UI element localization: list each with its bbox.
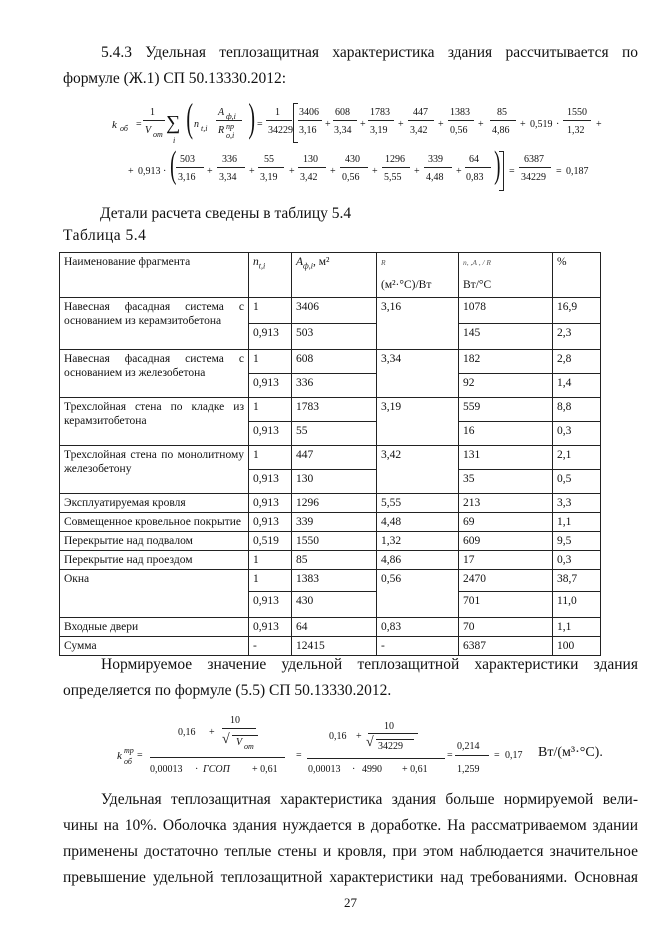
intro-line-1: 5.4.3 Удельная теплозащитная характеристика здания рассчитывается по [101,44,638,61]
cell-val: 92 [459,374,553,398]
f1-r1-d1: 3,34 [334,125,352,136]
cell-val: 6387 [459,637,553,656]
table-row [60,398,601,422]
cell-r: 3,42 [377,446,459,494]
cell-val: 35 [459,470,553,494]
intro-paragraph [63,40,638,92]
cell-val: 131 [459,446,553,470]
cell-pct: 16,9 [553,298,601,324]
f2-v-sub: от [244,742,254,751]
f2-plus-2: + [356,731,362,742]
f2-result: 0,17 [505,750,523,761]
f1-r1-d3: 3,42 [410,125,428,136]
cell-pct: 2,8 [553,350,601,374]
cell-a: 339 [292,513,377,532]
cell-n: 1 [249,446,292,470]
f2-plus-061: + 0,61 [252,764,278,775]
cell-val: 69 [459,513,553,532]
f1-r1-d2: 3,19 [370,125,388,136]
f2-d1: 0,00013 [150,764,183,775]
f1-r2-d4: 0,56 [342,172,360,183]
f2-n1: 0,16 [178,727,196,738]
f1-r-sup: пр [226,122,234,131]
table-row [60,551,601,570]
cell-val: 145 [459,324,553,350]
f1-coef-0913: 0,913 [138,166,161,177]
f1-1550-num: 1550 [567,107,587,118]
cell-a: 85 [292,551,377,570]
f1-eq-2: = [257,119,263,130]
f2-ten-b: 10 [384,721,394,732]
f1-r2-d6: 4,48 [426,172,444,183]
hdr-a: $A_{ф,i}$, м² [292,253,377,298]
cell-n: 1 [249,551,292,570]
f1-r-sub: о,i [226,131,235,140]
cell-n: 1 [249,298,292,324]
formula-5-5: k тр об = 10 0,16 + √ V от 0,00013 · ГСОП + 0,61 = 10 0,16 + √ 34229 0,00013 · 4990 + 0,61 = 0,214 1,259 = 0,17 Вт/(м³·°С). [117,715,603,775]
cell-a: 430 [292,592,377,618]
cell-val: 701 [459,592,553,618]
table-row [60,570,601,592]
hdr-ratio: n, ,A , / R Вт/°С [459,253,553,298]
cell-val: 213 [459,494,553,513]
f1-k-sub: об [120,124,128,133]
cell-r: 3,34 [377,350,459,398]
row-name: Входные двери [60,618,249,637]
cell-n: 0,913 [249,592,292,618]
f1-eq-1: = [136,119,142,130]
cell-r: 0,56 [377,570,459,618]
f1-res-num: 6387 [524,154,544,165]
f1-v: V [145,125,152,136]
cell-a: 12415 [292,637,377,656]
cell-pct: 3,3 [553,494,601,513]
row-name: Навесная фасадная система с основанием из керамзитобетона [60,298,249,350]
cell-pct: 2,1 [553,446,601,470]
page-number: 27 [344,895,357,910]
cell-pct: 1,4 [553,374,601,398]
cell-r: 4,48 [377,513,459,532]
f1-r2-n0: 503 [180,154,195,165]
f1-r2-d3: 3,42 [300,172,318,183]
f2-sqrt-val: 34229 [378,741,403,752]
f2-k-sub: об [124,757,132,766]
cell-val: 559 [459,398,553,422]
f2-dot-2: · [352,764,356,775]
f1-coef-0519: 0,519 [530,119,553,130]
cell-a: 1296 [292,494,377,513]
cell-n: 0,913 [249,513,292,532]
table-5-4 [59,252,601,656]
cell-a: 608 [292,350,377,374]
table-row [60,618,601,637]
cell-n: - [249,637,292,656]
cell-pct: 38,7 [553,570,601,592]
cell-pct: 0,3 [553,551,601,570]
f2-ten-a: 10 [230,715,240,726]
cell-a: 1550 [292,532,377,551]
cell-val: 609 [459,532,553,551]
cell-a: 447 [292,446,377,470]
norm-paragraph [63,652,638,704]
cell-r: 0,83 [377,618,459,637]
cell-r: 3,19 [377,398,459,446]
f2-plus-061b: + 0,61 [402,764,428,775]
cell-r: 5,55 [377,494,459,513]
cell-r: 1,32 [377,532,459,551]
f1-a-sub: ф,i [226,112,236,121]
f1-r2-d2: 3,19 [260,172,278,183]
f1-r1-n2: 1783 [370,107,390,118]
cell-n: 0,913 [249,470,292,494]
f1-r2-n5: 1296 [385,154,405,165]
cell-r: 3,16 [377,298,459,350]
cell-a: 503 [292,324,377,350]
cell-val: 16 [459,422,553,446]
cell-pct: 0,3 [553,422,601,446]
f1-r2-n6: 339 [428,154,443,165]
f1-r2-n3: 130 [303,154,318,165]
f1-r1-d5: 4,86 [492,125,510,136]
norm-line-2: определяется по формуле (5.5) СП 50.13330.2012. [63,682,392,699]
f2-gsop: ГСОП [203,764,230,775]
f1-k: k [112,119,117,131]
f2-gsop-val: 4990 [362,764,382,775]
f1-n-sub: t,i [201,124,208,133]
f2-dot-1: · [195,764,199,775]
formula-ж1: k об = 1 V от ∑ i ( n t,i A ф,i R пр о,i ) = 1 34229 3406 3,16 + 608 3,34 + 1783 3,19 + 447 3,42 + 1383 0,56 + 85 4,86 + 0,519 · 1550 1,32 + + 0,913 · ( 503 3,16 + 336 3,34 + 55 3,19 + 130 3,42 + 430 0,56 + 1296 5,55 + 339 4,48 + 64 0,83 ) = 6387 34229 = 0,187 [0,100,670,195]
row-name: Навесная фасадная система с основанием из железобетона [60,350,249,398]
f2-k: k [117,750,122,762]
f1-r2-d1: 3,34 [219,172,237,183]
conclusion-line-1: Удельная теплозащитная характеристика здания больше нормируемой вели- [101,791,638,808]
f2-d2: 0,00013 [308,764,341,775]
row-name: Трехслойная стена по монолитному железобетону [60,446,249,494]
f1-r1-n1: 608 [335,107,350,118]
table-row [60,532,601,551]
cell-pct: 100 [553,637,601,656]
norm-line-1: Нормируемое значение удельной теплозащитной характеристики здания [101,656,638,673]
hdr-pct: % [553,253,601,298]
f2-eq-4: = [494,750,500,761]
f1-sum-sign: ∑ [166,112,181,134]
cell-n: 0,519 [249,532,292,551]
f1-r2-d0: 3,16 [178,172,196,183]
hdr-r: R (м²·°С)/Вт [377,253,459,298]
cell-n: 1 [249,350,292,374]
cell-val: 2470 [459,570,553,592]
f1-v-sub: от [153,130,163,139]
row-name: Перекрытие над проездом [60,551,249,570]
f2-plus-1: + [209,727,215,738]
f2-k-sup: тр [124,746,134,755]
f1-n: n [194,119,199,130]
f1-r2-n1: 336 [222,154,237,165]
f1-one: 1 [150,107,155,118]
f1-r: R [218,125,225,136]
f1-r1-n5: 85 [497,107,507,118]
cell-pct: 11,0 [553,592,601,618]
cell-pct: 8,8 [553,398,601,422]
f2-eq-1: = [137,750,143,761]
cell-n: 1 [249,398,292,422]
table-header-row [60,253,601,298]
f1-r2-n4: 430 [345,154,360,165]
cell-r: - [377,637,459,656]
table-row [60,494,601,513]
cell-pct: 1,1 [553,513,601,532]
intro-line-2: формуле (Ж.1) СП 50.13330.2012: [63,70,287,87]
cell-a: 1383 [292,570,377,592]
conclusion-line-2: чины на 10%. Оболочка здания нуждается в доработке. На рассматриваемом здании [63,817,638,834]
row-name: Совмещенное кровельное покрытие [60,513,249,532]
f1-r1-n4: 1383 [450,107,470,118]
cell-val: 17 [459,551,553,570]
f1-a: A [218,107,225,118]
cell-n: 0,913 [249,374,292,398]
cell-a: 64 [292,618,377,637]
cell-n: 1 [249,570,292,592]
cell-pct: 2,3 [553,324,601,350]
cell-pct: 9,5 [553,532,601,551]
f1-r2-d5: 5,55 [384,172,402,183]
cell-val: 182 [459,350,553,374]
f1-r1-n0: 3406 [299,107,319,118]
cell-a: 130 [292,470,377,494]
cell-n: 0,913 [249,422,292,446]
f1-res-den: 34229 [521,172,546,183]
cell-a: 336 [292,374,377,398]
cell-n: 0,913 [249,494,292,513]
row-name: Эксплуатируемая кровля [60,494,249,513]
f1-result: 0,187 [566,166,589,177]
f2-n2: 0,16 [329,731,347,742]
f2-v: V [236,737,243,748]
cell-val: 1078 [459,298,553,324]
f1-den: 34229 [268,125,293,136]
cell-pct: 1,1 [553,618,601,637]
f1-r2-d7: 0,83 [466,172,484,183]
hdr-name: Наименование фрагмента [60,253,249,298]
cell-n: 0,913 [249,618,292,637]
cell-val: 70 [459,618,553,637]
cell-a: 3406 [292,298,377,324]
f1-r1-d4: 0,56 [450,125,468,136]
table-row [60,350,601,374]
cell-a: 1783 [292,398,377,422]
table-caption: Таблица 5.4 [63,227,147,244]
conclusion-line-4: превышение удельной теплозащитной характеристики над требованиями. Основная [63,869,638,886]
conclusion-line-3: применены достаточно теплые стены и кровля, при этом наблюдается значительное [63,843,638,860]
f1-one-b: 1 [275,107,280,118]
f2-eq-3: = [447,750,453,761]
f2-frac-den: 1,259 [457,764,480,775]
cell-r: 4,86 [377,551,459,570]
f1-r2-n2: 55 [264,154,274,165]
f2-frac-num: 0,214 [457,741,480,752]
f1-r2-n7: 64 [469,154,479,165]
cell-n: 0,913 [249,324,292,350]
table-row [60,298,601,324]
cell-pct: 0,5 [553,470,601,494]
f1-1550-den: 1,32 [567,125,585,136]
cell-a: 55 [292,422,377,446]
row-name: Трехслойная стена по кладке из керамзитобетона [60,398,249,446]
row-name: Сумма [60,637,249,656]
f2-eq-2: = [296,750,302,761]
table-row [60,513,601,532]
f2-unit: Вт/(м³·°С). [538,745,603,760]
details-text: Детали расчета сведены в таблицу 5.4 [100,205,352,222]
row-name: Окна [60,570,249,618]
table-row [60,446,601,470]
f1-r1-d0: 3,16 [299,125,317,136]
f1-r1-n3: 447 [413,107,428,118]
conclusion-paragraph [63,787,638,891]
hdr-n: $n_{t,i}$ [249,253,292,298]
f1-sum-sub: i [173,136,176,145]
row-name: Перекрытие над подвалом [60,532,249,551]
